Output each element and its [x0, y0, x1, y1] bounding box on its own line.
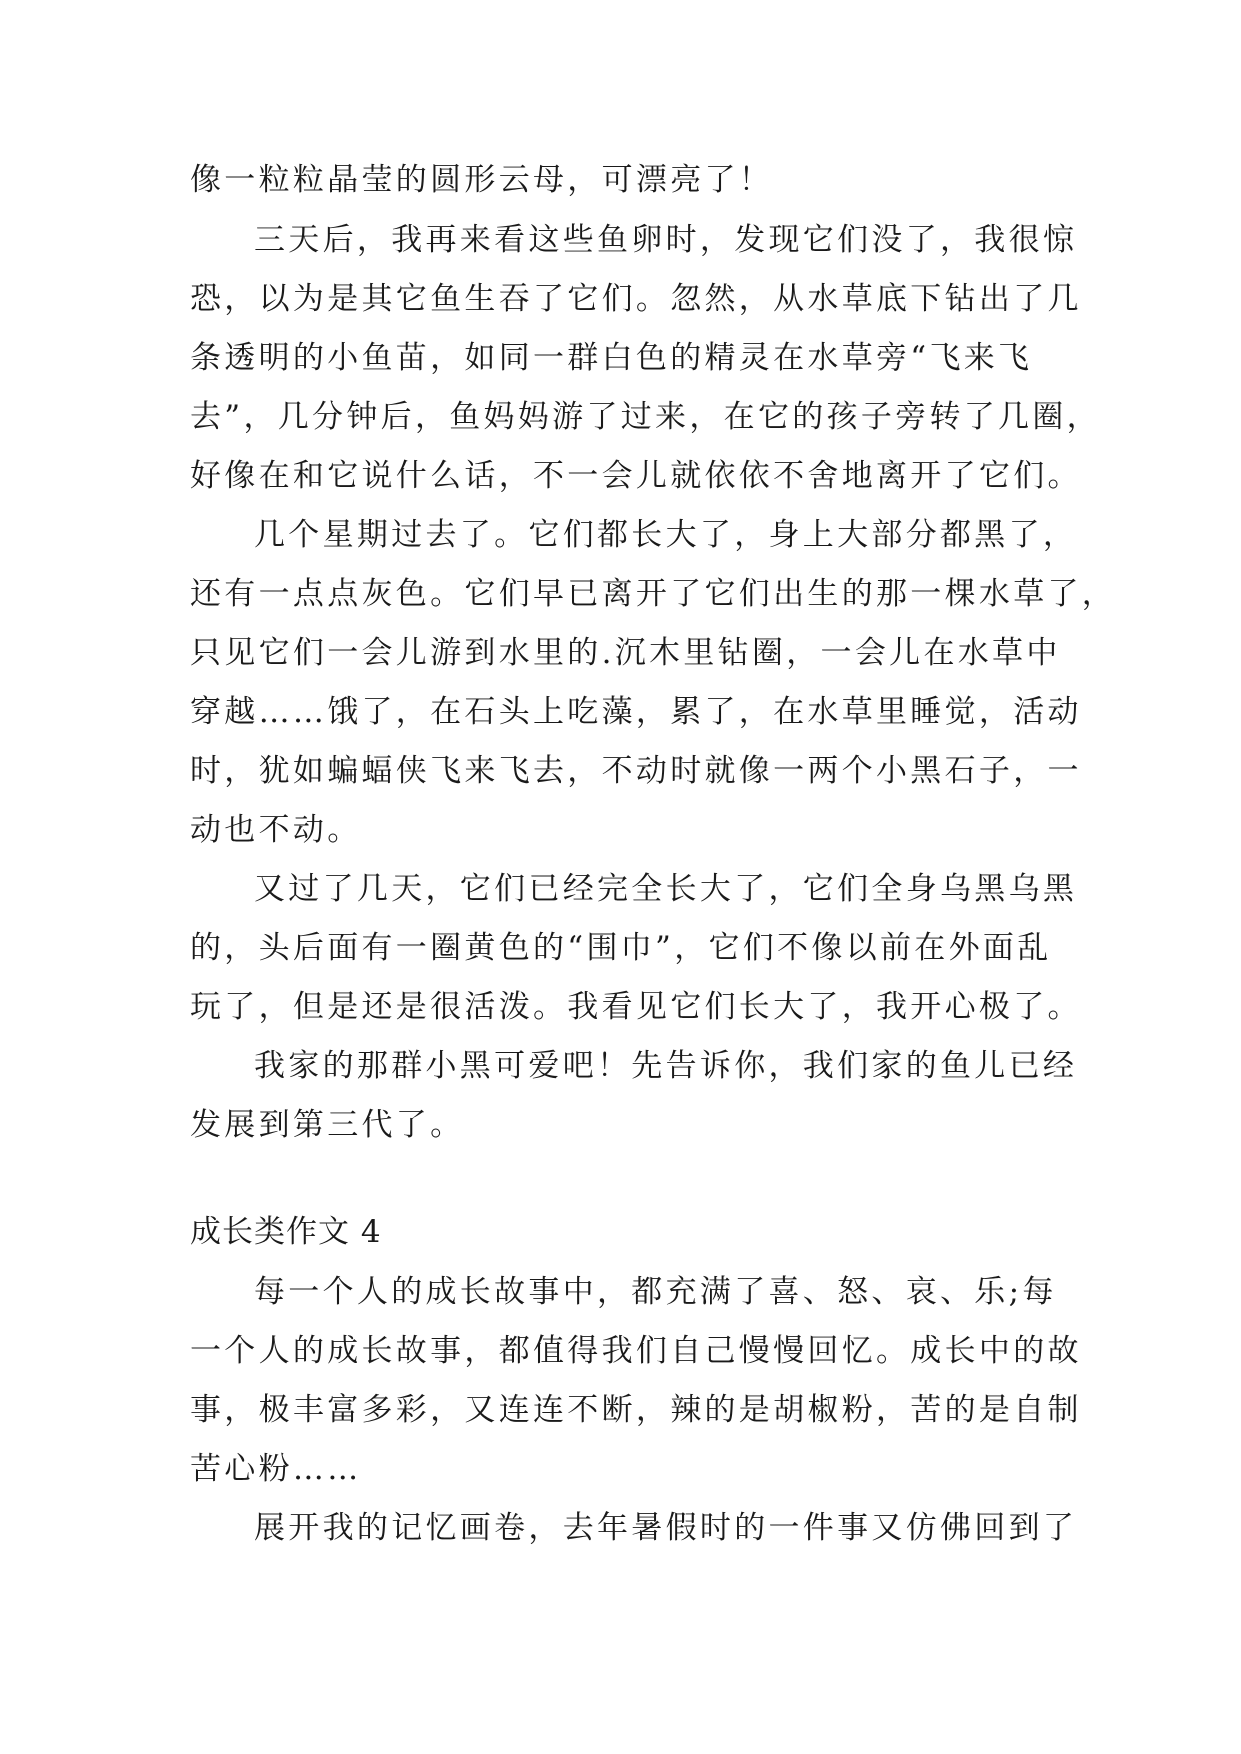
text-line: 好像在和它说什么话，不一会儿就依依不舍地离开了它们。	[190, 458, 1082, 494]
text-line: 我家的那群小黑可爱吧！先告诉你，我们家的鱼儿已经	[254, 1048, 1078, 1084]
text-line: 三天后，我再来看这些鱼卵时，发现它们没了，我很惊	[254, 222, 1078, 258]
text-line: 玩了，但是还是很活泼。我看见它们长大了，我开心极了。	[190, 989, 1082, 1025]
text-line: 每一个人的成长故事中，都充满了喜、怒、哀、乐;每	[254, 1274, 1057, 1310]
text-line: 事，极丰富多彩，又连连不断，辣的是胡椒粉，苦的是自制	[190, 1392, 1082, 1428]
text-line: 动也不动。	[190, 812, 362, 848]
section-heading: 成长类作文 4	[190, 1214, 382, 1250]
text-line: 几个星期过去了。它们都长大了，身上大部分都黑了，	[254, 517, 1078, 553]
text-line: 时，犹如蝙蝠侠飞来飞去，不动时就像一两个小黑石子，一	[190, 753, 1082, 789]
text-line: 只见它们一会儿游到水里的.沉木里钻圈，一会儿在水草中	[190, 635, 1061, 671]
text-line: 又过了几天，它们已经完全长大了，它们全身乌黑乌黑	[254, 871, 1078, 907]
text-line: 恐，以为是其它鱼生吞了它们。忽然，从水草底下钻出了几	[190, 281, 1082, 317]
text-line: 去”，几分钟后，鱼妈妈游了过来，在它的孩子旁转了几圈，	[190, 399, 1101, 435]
text-line: 发展到第三代了。	[190, 1107, 465, 1143]
text-line: 像一粒粒晶莹的圆形云母，可漂亮了！	[190, 162, 774, 198]
text-line: 穿越……饿了，在石头上吃藻，累了，在水草里睡觉，活动	[190, 694, 1082, 730]
text-line: 一个人的成长故事，都值得我们自己慢慢回忆。成长中的故	[190, 1333, 1082, 1369]
text-line: 条透明的小鱼苗，如同一群白色的精灵在水草旁“飞来飞	[190, 340, 1033, 376]
text-line: 展开我的记忆画卷，去年暑假时的一件事又仿佛回到了	[254, 1510, 1078, 1546]
text-line: 苦心粉……	[190, 1451, 362, 1487]
text-line: 的，头后面有一圈黄色的“围巾”，它们不像以前在外面乱	[190, 930, 1052, 966]
text-line: 还有一点点灰色。它们早已离开了它们出生的那一棵水草了，	[190, 576, 1117, 612]
